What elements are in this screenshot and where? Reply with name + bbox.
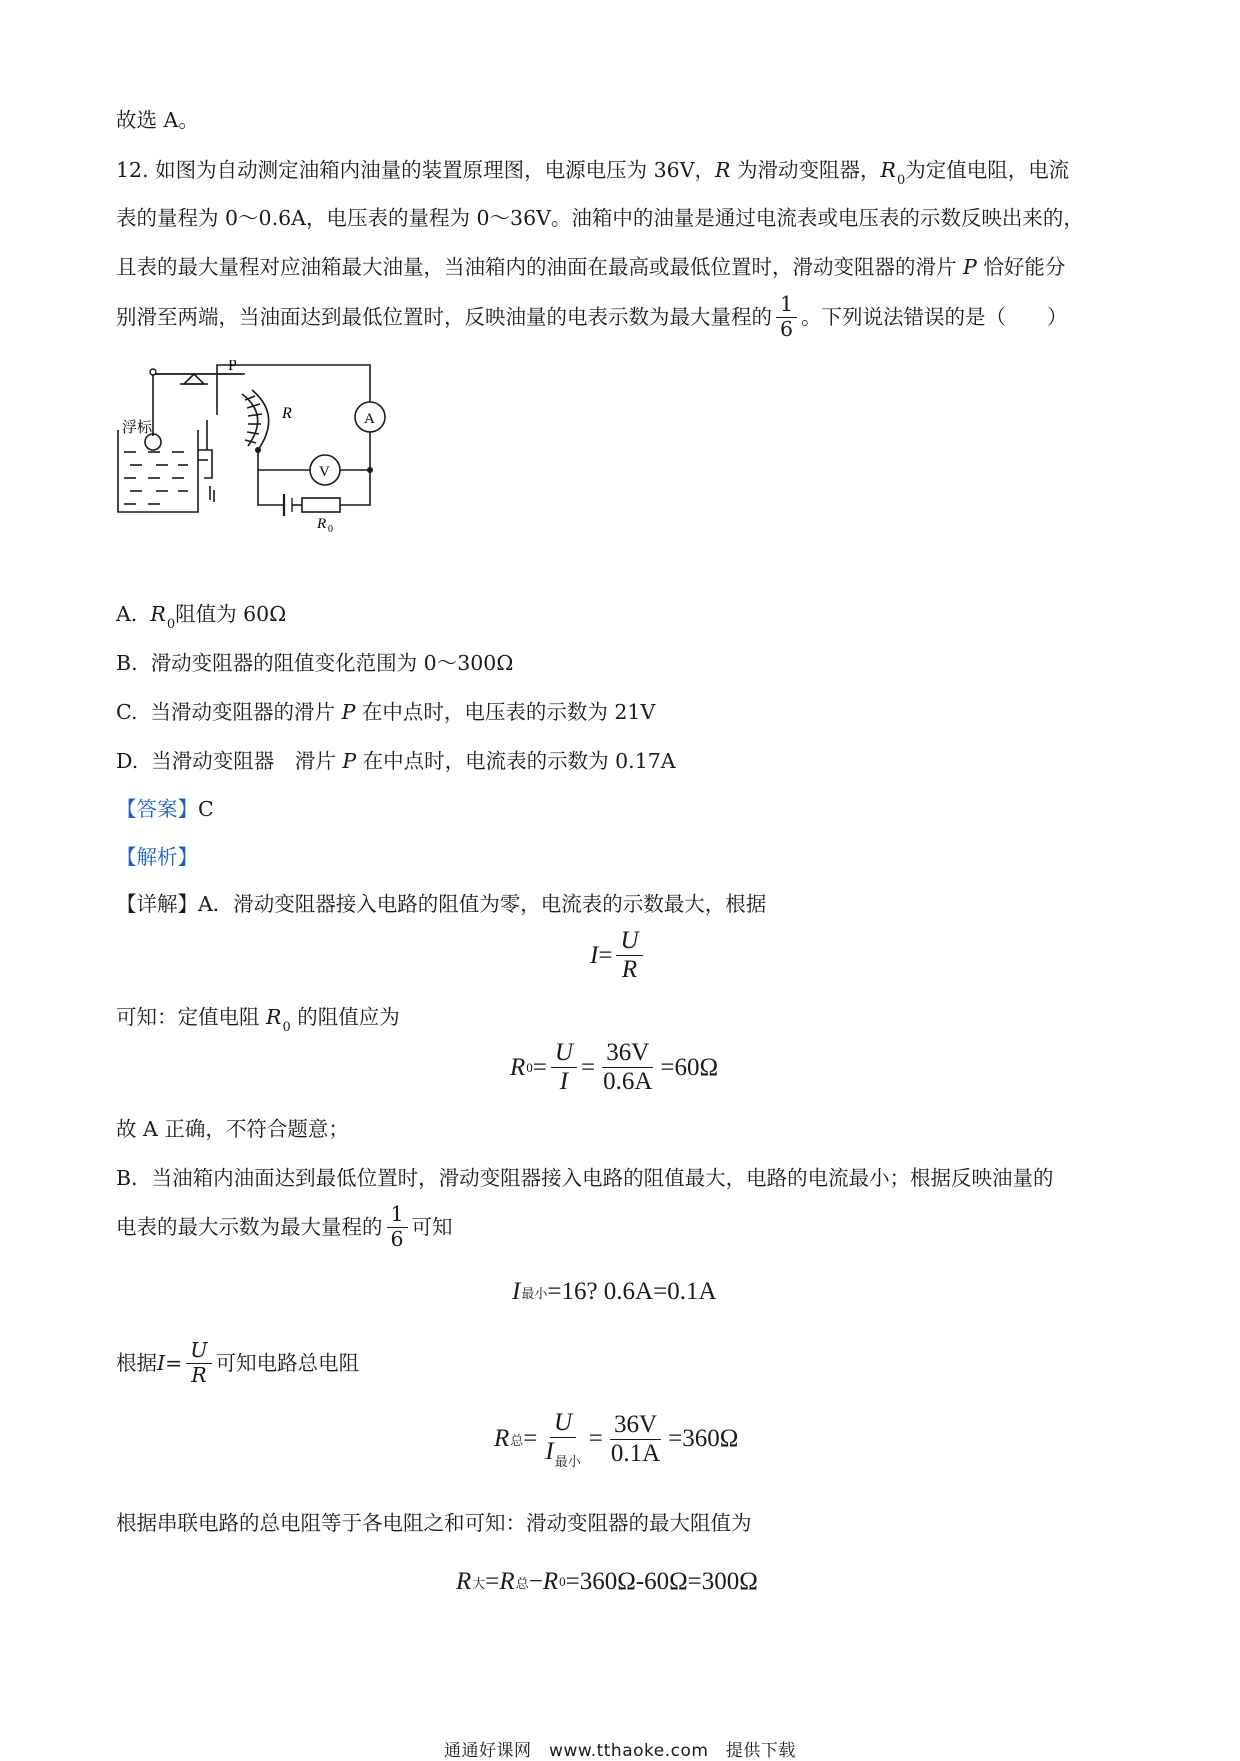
equation-r-max: R 大 = R 总 − R 0 =360Ω-60Ω=300Ω <box>456 1568 758 1595</box>
answer-line <box>116 797 214 822</box>
label-p: P <box>228 360 237 374</box>
circuit-diagram <box>112 360 392 585</box>
footer-watermark: 通通好课网 www.tthaoke.com 提供下载 <box>444 1741 796 1761</box>
fraction-one-sixth: $\frac{1}{6}$ <box>776 294 797 340</box>
rheostat-icon <box>252 390 269 450</box>
detail-b-text-1: B．当油箱内油面达到最低位置时，滑动变阻器接入电路的阻值最大，电路的电流最小；根据反映油量的 <box>116 1166 1054 1190</box>
equation-ohms-law: I = $\frac{U}{R}$ <box>590 928 647 984</box>
detail-a-conclusion: 故 A 正确，不符合题意； <box>116 1117 349 1141</box>
resistor-r0-icon <box>302 498 340 512</box>
option-d: D. 当滑动变阻器 滑片 P 在中点时，电流表的示数为 0.17A <box>116 749 676 773</box>
question-line-1: 12. 如图为自动测定油箱内油量的装置原理图，电源电压为 36V，R 为滑动变阻器，$R_0$为定值电阻，电流 <box>116 158 1070 188</box>
label-r0-sub: 0 <box>328 524 333 535</box>
detail-b-text-2: 电表的最大示数为最大量程的 $\frac{1}{6}$ 可知 <box>116 1202 453 1251</box>
equation-i-min: I 最小 =16? 0.6A=0.1A <box>512 1278 717 1305</box>
top-wire <box>217 365 370 415</box>
label-v: V <box>319 464 330 480</box>
question-line-4: 别滑至两端，当油面达到最低位置时，反映油量的电表示数为最大量程的 $\frac{1}{6}$ 。下列说法错误的是（ ） <box>116 292 1068 341</box>
float-icon <box>145 434 161 450</box>
analysis-line <box>116 845 198 870</box>
analysis-tag: 【解析】 <box>116 845 198 869</box>
question-line-3: 且表的最大量程对应油箱最大油量，当油箱内的油面在最高或最低位置时，滑动变阻器的滑片 P 恰好能分 <box>116 255 1066 279</box>
label-float: 浮标 <box>122 420 153 436</box>
answer-value: C <box>198 797 214 821</box>
oil-tank <box>118 430 198 512</box>
option-c: C. 当滑动变阻器的滑片 P 在中点时，电压表的示数为 21V <box>116 700 656 724</box>
detail-b-text-3: 根据 I = $\frac{U}{R}$ 可知电路总电阻 <box>116 1338 360 1387</box>
option-b: B. 滑动变阻器的阻值变化范围为 0～300Ω <box>116 651 514 675</box>
label-r: R <box>282 405 292 422</box>
equation-r0: R 0 = $\frac{U}{I}$ = $\frac{36V}{0.6A}$ =60Ω <box>510 1039 719 1096</box>
question-line-2: 表的量程为 0～0.6A，电压表的量程为 0～36V。油箱中的油量是通过电流表或电压表的示数反映出来的， <box>116 206 1084 230</box>
detail-b-text-4: 根据串联电路的总电阻等于各电阻之和可知：滑动变阻器的最大阻值为 <box>116 1511 752 1535</box>
label-a: A <box>364 411 375 427</box>
option-a: A. $R_0$阻值为 60Ω <box>116 602 287 632</box>
detail-known-text: 可知：定值电阻 $R_0$ 的阻值应为 <box>116 1005 400 1035</box>
answer-tag: 【答案】 <box>116 797 198 821</box>
label-r0: R <box>317 516 327 532</box>
intro-text: 故选 A。 <box>116 108 199 132</box>
equation-r-total: R 总 = $\frac{U}{I_{最小}}$ = $\frac{36V}{0.1A}$ =360Ω <box>494 1409 739 1470</box>
detail-a-text: 【详解】A．滑动变阻器接入电路的阻值为零，电流表的示数最大，根据 <box>116 892 767 916</box>
